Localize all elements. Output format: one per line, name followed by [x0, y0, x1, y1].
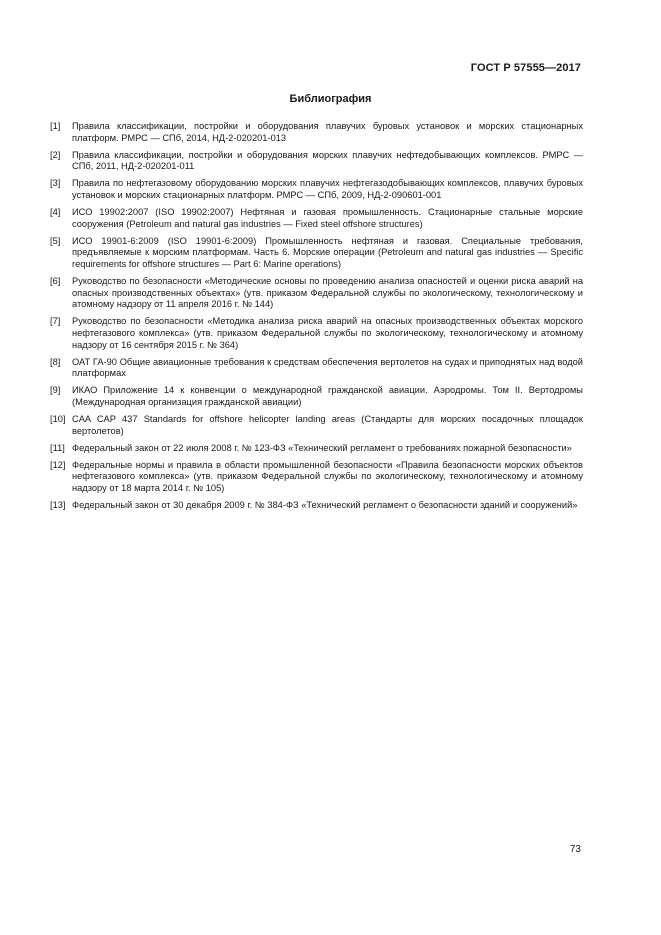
bibliography-item: [50, 178, 583, 201]
reference-text: ИКАО Приложение 14 к конвенции о международной гражданской авиации. Аэродромы. Том II. Вертодромы (Международная организация гражданской авиации): [72, 385, 583, 407]
reference-number: [3]: [50, 178, 61, 189]
document-code: ГОСТ Р 57555—2017: [470, 62, 581, 74]
reference-number: [12]: [50, 459, 66, 470]
reference-number: [8]: [50, 356, 61, 367]
reference-text: Федеральные нормы и правила в области промышленной безопасности «Правила безопасности морских объектов нефтегазового комплекса» (утв. приказом Федеральной службы по экологическому, технологическому и атомному надзору от 18 марта 2014 г. № 105): [72, 459, 583, 493]
reference-number: [5]: [50, 235, 61, 246]
reference-number: [7]: [50, 316, 61, 327]
reference-text: Правила классификации, постройки и оборудования плавучих буровых установок и морских стационарных платформ. РМРС — СПб, 2014, НД-2-020201-013: [72, 121, 583, 143]
bibliography-item: [50, 460, 583, 495]
reference-text: CAA CAP 437 Standards for offshore helicopter landing areas (Стандарты для морских посадочных площадок вертолетов): [72, 413, 583, 436]
reference-text: Руководство по безопасности «Методические основы по проведению анализа опасностей и оценки риска аварий на опасных производственных объектах» (утв. приказом Федеральной службы по экологическому, технологическому и атомному надзору от 11 апреля 2016 г. № 144): [72, 276, 583, 310]
reference-text: Правила классификации, постройки и оборудования морских плавучих нефтедобывающих комплексов. РМРС — СПб, 2011, НД-2-020201-011: [72, 149, 583, 172]
bibliography-item: [50, 443, 583, 455]
bibliography-item: [50, 150, 583, 173]
reference-text: Федеральный закон от 22 июля 2008 г. № 123-ФЗ «Технический регламент о требованиях пожарной безопасности»: [72, 442, 572, 453]
reference-number: [4]: [50, 207, 61, 218]
bibliography-item: [50, 500, 583, 512]
bibliography-item: [50, 236, 583, 271]
reference-text: ИСО 19901-6:2009 (ISO 19901-6:2009) Промышленность нефтяная и газовая. Специальные требования, предъявляемые к морским платформам. Часть 6. Морские операции (Petroleum and natural gas industries — Specific requirements for offshore structures — Part 6: Marine operations): [72, 235, 583, 269]
bibliography-item: [50, 207, 583, 230]
reference-text: Правила по нефтегазовому оборудованию морских плавучих нефтегазодобывающих комплексов, плавучих буровых установок и морских стационарных платформ. РМРС — СПб, 2009, НД-2-090601-001: [72, 178, 583, 200]
bibliography-list: [50, 121, 583, 517]
bibliography-item: [50, 276, 583, 311]
bibliography-item: [50, 414, 583, 437]
reference-number: [2]: [50, 149, 61, 160]
bibliography-item: [50, 121, 583, 144]
page-number: 73: [569, 844, 581, 855]
reference-number: [13]: [50, 500, 66, 511]
reference-text: ОАТ ГА-90 Общие авиационные требования к средствам обеспечения вертолетов на судах и приподнятых над водой платформах: [72, 356, 583, 379]
bibliography-item: [50, 357, 583, 380]
reference-text: Федеральный закон от 30 декабря 2009 г. № 384-ФЗ «Технический регламент о безопасности зданий и сооружений»: [72, 500, 578, 511]
reference-text: Руководство по безопасности «Методика анализа риска аварий на опасных производственных объектах морского нефтегазового комплекса» (утв. приказом Федеральной службы по экологическому, технологическому и атомному надзору от 16 сентября 2015 г. № 364): [72, 316, 583, 350]
reference-number: [1]: [50, 121, 61, 131]
section-title: Библиография: [289, 93, 372, 105]
reference-text: ИСО 19902:2007 (ISO 19902:2007) Нефтяная и газовая промышленность. Стационарные стальные морские сооружения (Petroleum and natural gas industries — Fixed steel offshore structures): [72, 207, 583, 229]
reference-number: [9]: [50, 385, 61, 396]
bibliography-item: [50, 385, 583, 408]
reference-number: [6]: [50, 276, 61, 287]
bibliography-item: [50, 316, 583, 351]
reference-number: [10]: [50, 413, 66, 424]
reference-number: [11]: [50, 442, 65, 453]
